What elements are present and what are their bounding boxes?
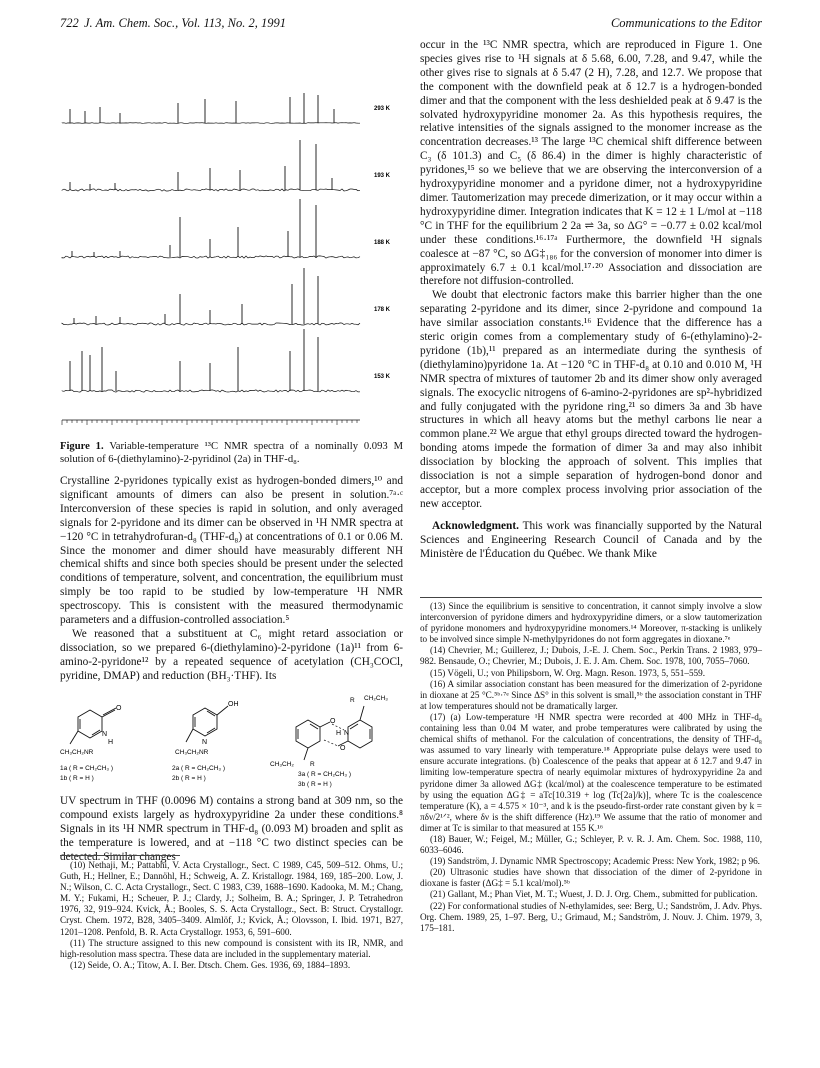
temp-label: 193 K xyxy=(374,173,391,179)
temp-label: 293 K xyxy=(374,106,391,112)
temp-label: 153 K xyxy=(374,374,391,380)
spectrum-trace xyxy=(62,123,360,124)
atom-label: H xyxy=(336,730,342,737)
structure-label: 3a ( R = CH₂CH₃ ) xyxy=(298,771,352,778)
substituent-label: CH₂CH₃ xyxy=(364,695,388,702)
acknowledgment-text: This work was financially supported by the Natural Sciences and Engineering Research Council of Canada and by the Ministère de l'Éducation du Québec. We thank Mike xyxy=(420,519,763,560)
footnote: (15) Vögeli, U.; von Philipsborn, W. Org. Magn. Reson. 1973, 5, 551–559. xyxy=(430,667,706,678)
atom-label: N xyxy=(102,731,108,738)
paragraph: We doubt that electronic factors make this barrier higher than the one separating 2-pyridone and its dimer, since 2-pyridone and compound 1a have similar association constants.¹⁶ Evidence that the difference has a steric origin comes from a complementary study of 6-(ethylamino)-2-pyridone (1b),¹¹ prepared as an intermediate during the synthesis of (diethylamino)pyridone 1a. At −120 °C in THF-d₈ at 0.10 and 0.010 M, ¹H NMR spectra of mixtures of tautomer 2b and its dimer show only averaged signals. The exocyclic nitrogens of 6-amino-2-pyridones are sp²-hybridized and fully conjugated with the pyridone ring,²¹ so dimers 3a and 3b have structures in which all heavy atoms but the methyl carbons lie near a common plane.²² We argue that ethyl groups directed toward the hydrogen-bonding atoms impede the formation of dimer 3a and may also inhibit dissociation by blocking the approach of solvent. This implies that dissociation is not a simple separation of hydrogen-bond donor and acceptor, but a more complex process involving prior association of the new acceptor. xyxy=(420,289,762,510)
footnote: (12) Seide, O. A.; Titow, A. I. Ber. Dtsch. Chem. Ges. 1936, 69, 1884–1893. xyxy=(70,959,351,970)
atom-label: O xyxy=(340,745,346,752)
substituent-label: R xyxy=(310,761,315,768)
nmr-spectra-figure xyxy=(60,95,403,440)
atom-label: H xyxy=(108,739,114,746)
spectrum-trace xyxy=(62,390,360,392)
temperature-labels xyxy=(374,106,391,380)
ppm-axis xyxy=(62,420,360,425)
footnote: (10) Nethaji, M.; Pattabhi, V. Acta Crystallogr., Sect. C 1989, C45, 509–512. Ohms, U.; Guth, H.; Hellner, E.; Dannöhl, H.; Schweig, A. Z. Kristallogr. 1984, 169, 185–200. Low, J. N.; Wilson, C. C. Acta Crystallogr., Sect. C 1983, C39, 1688–1690. Kadooka, M. M.; Chang, M. Y.; Fukami, H.; Scheuer, P. J.; Clardy, J.; Solheim, B. A.; Springer, J. P. Tetrahedron 1976, 32, 919–924. Kvick, Å.; Booles, S. S. Acta Crystallogr., Sect. B: Struct. Crystallogr. Cryst. Chem. 1972, B28, 3405–3409. Almlöf, J.; Kvick, Å.; Olovsson, I. Ibid. 1971, B27, 1201–1208. Penfold, B. R. Acta Crystallogr. 1953, 6, 591–600. xyxy=(60,860,403,937)
left-footnotes xyxy=(60,860,403,971)
substituent-label: R xyxy=(350,697,355,704)
footnote: (17) (a) Low-temperature ¹H NMR spectra were recorded at 400 MHz in THF-d₈ containing less than 0.04 M water, and probe temperatures were calibrated by using the chemical shifts of methanol. For the calculation of concentrations, the density of THF-d₈ was assumed to vary linearly with temperature.¹⁸ Appropriate pulse delays were used to ensure accurate integrations. (b) Coalescence of the peaks that appear at δ 12.7 and 9.47 in limiting low-temperature spectra of nearly equimolar mixtures of hydroxypyridine 2a and pyridone dimer 3a allowed ΔG‡ (kcal/mol) at the coalescence temperature to be estimated by using the equation ΔG‡ = aTc[10.319 + log (Tc[2a]/k)], where Tc is the coalescence temperature (K), a = 4.575 × 10⁻³, and k is the pseudo-first-order rate constant given by k = πδν/2¹ᐟ², where δν is the shift difference (Hz).¹⁹ We assume that the ratio of monomer and dimer at Tc is similar to that measured at 155 K.¹⁶ xyxy=(420,711,762,833)
temp-label: 188 K xyxy=(374,240,391,246)
footnote: (20) Ultrasonic studies have shown that dissociation of the dimer of 2-pyridone in dioxane is faster (ΔG‡ = 5.1 kcal/mol).⁵ᵇ xyxy=(420,867,762,889)
acknowledgment-label: Acknowledgment. xyxy=(432,519,519,532)
acknowledgment xyxy=(420,520,762,562)
section-title: Communications to the Editor xyxy=(610,16,762,30)
substituent-label: CH₃CH₂NR xyxy=(60,749,94,756)
figure-caption xyxy=(60,441,403,466)
footnote-rule xyxy=(420,597,762,598)
temp-label: 178 K xyxy=(374,307,391,313)
footnote: (21) Gallant, M.; Phan Viet, M. T.; Wuest, J. D. J. Org. Chem., submitted for publication. xyxy=(430,889,758,900)
structure-label: 1a ( R = CH₂CH₃ ) xyxy=(60,765,114,772)
spectrum-trace xyxy=(62,189,360,191)
paragraph: We reasoned that a substituent at C₆ might retard association or dissociation, so we prepared 6-(diethylamino)-2-pyridone (1a)¹¹ from 6-amino-2-pyridone¹² by a repeated sequence of acetylation (CH₃COCl, pyridine, DMAP) and reduction (BH₃·THF). Its xyxy=(60,627,403,682)
atom-label: N xyxy=(202,739,208,746)
chemical-structures xyxy=(60,690,403,788)
footnote: (11) The structure assigned to this new compound is consistent with its IR, NMR, and high-resolution mass spectra. These data are included in the supplementary material. xyxy=(60,937,403,959)
structure-label: 3b ( R = H ) xyxy=(298,781,332,788)
footnote: (16) A similar association constant has been measured for the dimerization of 2-pyridone in dioxane at 25 °C.⁵ᵇ·⁷ᵉ Since ΔS° in this solvent is small,⁵ᵇ the association constant in THF at low temperatures should not be dramatically larger. xyxy=(420,678,762,711)
caption-text: Variable-temperature ¹³C NMR spectra of a nominally 0.093 M solution of 6-(diethylamino)-2-pyridinol (2a) in THF-d₈. xyxy=(60,441,403,465)
spectra-traces xyxy=(62,93,360,392)
atom-label: OH xyxy=(228,701,239,708)
atom-label: O xyxy=(330,718,336,725)
atom-label: O xyxy=(116,705,122,712)
footnote-rule xyxy=(60,855,180,856)
page-number: 722 xyxy=(60,16,79,30)
structure-3a-3b xyxy=(296,706,372,760)
footnote: (19) Sandström, J. Dynamic NMR Spectroscopy; Academic Press: New York, 1982; p 96. xyxy=(430,856,760,867)
right-body xyxy=(420,39,762,562)
structure-label: 2b ( R = H ) xyxy=(172,775,206,782)
footnote: (18) Bauer, W.; Feigel, M.; Müller, G.; Schleyer, P. v. R. J. Am. Chem. Soc. 1988, 110, 6033–6046. xyxy=(420,833,762,856)
right-footnotes xyxy=(420,601,762,934)
paragraph: occur in the ¹³C NMR spectra, which are reproduced in Figure 1. One species gives rise to ¹H signals at δ 5.68, 6.00, 7.28, and 9.47, while the other gives rise to signals at δ 5.47 (2 H), 7.28, and 12.7. We propose that the component with the downfield peak at δ 12.7 is a hydrogen-bonded dimer and that the component with the less deshielded peak at δ 9.47 is the solvated hydroxypyridine monomer 2a. As this hypothesis requires, the relative intensities of the signals assigned to the monomer increase as the concentration decreases.¹³ The large ¹³C chemical shift difference between C₃ (δ 101.3) and C₅ (δ 86.4) in the dimer is highly characteristic of pyridones,¹⁵ so we believe that we are observing the interconversion of a hydroxypyridine monomer and a pyridone dimer, not a hydroxypyridine dimer. Tautomerization may precede dimerization, or it may occur within a hydroxypyridine dimer. Integration indicates that K = 12 ± 1 L/mol at −118 °C in THF for the equilibrium 2 2a ⇌ 3a, so ΔG° = −0.77 ± 0.02 kcal/mol under these conditions.¹⁶·¹⁷ᵃ Furthermore, the downfield ¹H signals coalesce at −87 °C, so ΔG‡₁₈₆ for the conversion of monomer into dimer is approximately 6.7 ± 0.1 kcal/mol.¹⁷·²⁰ Association and dissociation are therefore not diffusion-controlled. xyxy=(420,39,762,288)
structure-2a-2b xyxy=(186,706,228,742)
journal-citation: J. Am. Chem. Soc., Vol. 113, No. 2, 1991 xyxy=(84,16,286,30)
spectrum-trace xyxy=(62,323,360,325)
footnote: (22) For conformational studies of N-ethylamides, see: Berg, U.; Sandström, J. Adv. Phys. Org. Chem. 1989, 25, 1–97. Berg, U.; Grimaud, M.; Sandström, J. Nouv. J. Chim. 1979, 3, 175–181. xyxy=(420,900,762,933)
substituent-label: CH₃CH₂NR xyxy=(175,749,209,756)
substituent-label: CH₃CH₂ xyxy=(270,761,294,768)
atom-label: N xyxy=(344,730,350,737)
footnote: (14) Chevrier, M.; Guillerez, J.; Dubois, J.-E. J. Chem. Soc., Perkin Trans. 2 1983, 979–982. Bensaude, O.; Chevrier, M.; Dubois, J. E. J. Am. Chem. Soc. 1978, 100, 7055–7060. xyxy=(420,645,762,667)
paragraph: Crystalline 2-pyridones typically exist as hydrogen-bonded dimers,¹⁰ and significant amounts of dimers can also be present in solution.⁷ᵃ·ᶜ Interconversion of these species is rapid in solution, and only averaged signals for 2-pyridone and its dimer can be observed in ¹H NMR spectra at −120 °C in tetrahydrofuran-d₈ (THF-d₈) at concentrations of 0.1 or 0.06 M. Since the monomer and dimer should have measurably different NH chemical shifts and since both species should be present under the selected conditions of temperature, solvent, and concentration, the equilibrium must simply be too rapid to be studied by low-temperature ¹H NMR spectroscopy. This is consistent with the measured thermodynamic parameters and a diffusion-controlled association.⁵ xyxy=(60,475,403,627)
paragraph: UV spectrum in THF (0.0096 M) contains a strong band at 309 nm, so the compound exists largely as hydroxypyridine 2a under these conditions.⁸ Signals in its ¹H NMR spectrum in THF-d₈ (0.093 M) broaden and split as the temperature is lowered, and at −118 °C two distinct species can be detected. Similar changes xyxy=(60,795,403,863)
structure-label: 1b ( R = H ) xyxy=(60,775,94,782)
footnote: (13) Since the equilibrium is sensitive to concentration, it cannot simply involve a slow interconversion of pyridone dimers and hydroxypyridine dimers, or a slow tautomerization of pyridone monomers and hydroxypyridine monomers.¹⁴ Moreover, π-stacking is unlikely to be involved since simple N-methylpyridones do not form aggregates in dioxane.⁷ᵉ xyxy=(420,601,762,645)
spectrum-trace xyxy=(62,256,360,258)
left-body xyxy=(60,475,403,684)
caption-label: Figure 1. xyxy=(60,441,104,452)
structure-label: 2a ( R = CH₂CH₃ ) xyxy=(172,765,226,772)
